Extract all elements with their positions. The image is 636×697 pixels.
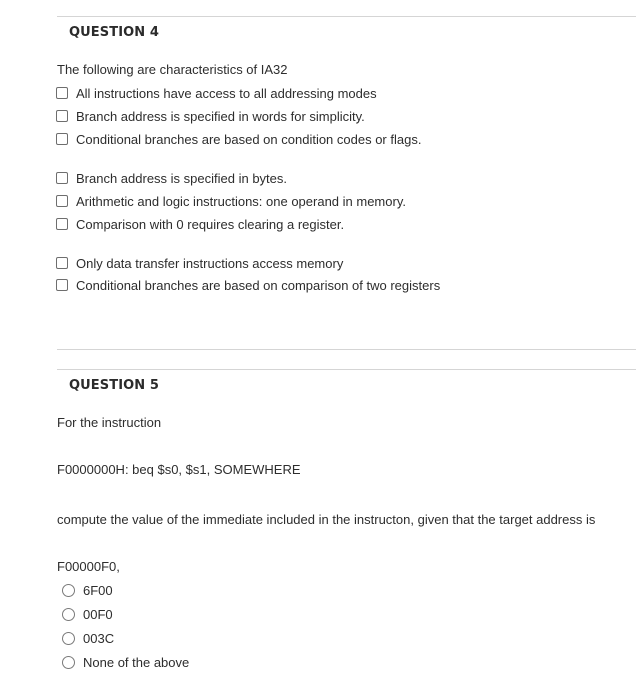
q4-option-4[interactable] (56, 170, 287, 186)
question-5-title: QUESTION 5 (69, 378, 160, 393)
question-5-instruction: F0000000H: beq $s0, $s1, SOMEWHERE (57, 462, 301, 477)
q4-option-3[interactable] (56, 131, 421, 147)
q4-option-7[interactable] (56, 255, 343, 271)
q5-option-2[interactable] (62, 606, 113, 622)
q4-option-7-label: Only data transfer instructions access memory (76, 255, 344, 271)
q4-option-8[interactable] (56, 277, 440, 293)
checkbox[interactable] (56, 133, 68, 145)
q4-option-8-label: Conditional branches are based on comparison of two registers (76, 277, 441, 293)
q5-option-2-label: 00F0 (83, 606, 113, 622)
question-5-line-1: For the instruction (57, 415, 162, 430)
q4-option-6[interactable] (56, 216, 344, 232)
q4-option-5-label: Arithmetic and logic instructions: one operand in memory. (76, 193, 406, 209)
q4-option-2[interactable] (56, 108, 365, 124)
checkbox[interactable] (56, 87, 68, 99)
q5-option-4[interactable] (62, 654, 189, 670)
q5-option-3[interactable] (62, 630, 114, 646)
checkbox[interactable] (56, 110, 68, 122)
q4-option-2-label: Branch address is specified in words for simplicity. (76, 108, 365, 124)
q5-option-3-label: 003C (83, 630, 115, 646)
q4-option-6-label: Comparison with 0 requires clearing a register. (76, 216, 345, 232)
checkbox[interactable] (56, 257, 68, 269)
q5-option-1[interactable] (62, 582, 113, 598)
question-4-bottom-divider (57, 349, 636, 350)
radio-button[interactable] (62, 584, 75, 597)
question-5-top-divider (57, 369, 636, 370)
q4-option-5[interactable] (56, 193, 406, 209)
radio-button[interactable] (62, 608, 75, 621)
checkbox[interactable] (56, 195, 68, 207)
checkbox[interactable] (56, 279, 68, 291)
q4-option-4-label: Branch address is specified in bytes. (76, 170, 287, 186)
q5-option-1-label: 6F00 (83, 582, 113, 598)
top-divider (57, 16, 636, 17)
question-5-line-3: compute the value of the immediate included in the instructon, given that the target address is (57, 512, 596, 527)
q4-option-3-label: Conditional branches are based on condition codes or flags. (76, 131, 422, 147)
q4-option-1[interactable] (56, 85, 377, 101)
question-4-prompt: The following are characteristics of IA32 (57, 62, 288, 77)
checkbox[interactable] (56, 218, 68, 230)
q5-option-4-label: None of the above (83, 654, 190, 670)
question-5-target-address: F00000F0, (57, 559, 120, 574)
q4-option-1-label: All instructions have access to all addressing modes (76, 85, 377, 101)
radio-button[interactable] (62, 656, 75, 669)
checkbox[interactable] (56, 172, 68, 184)
radio-button[interactable] (62, 632, 75, 645)
question-4-title: QUESTION 4 (69, 25, 160, 40)
